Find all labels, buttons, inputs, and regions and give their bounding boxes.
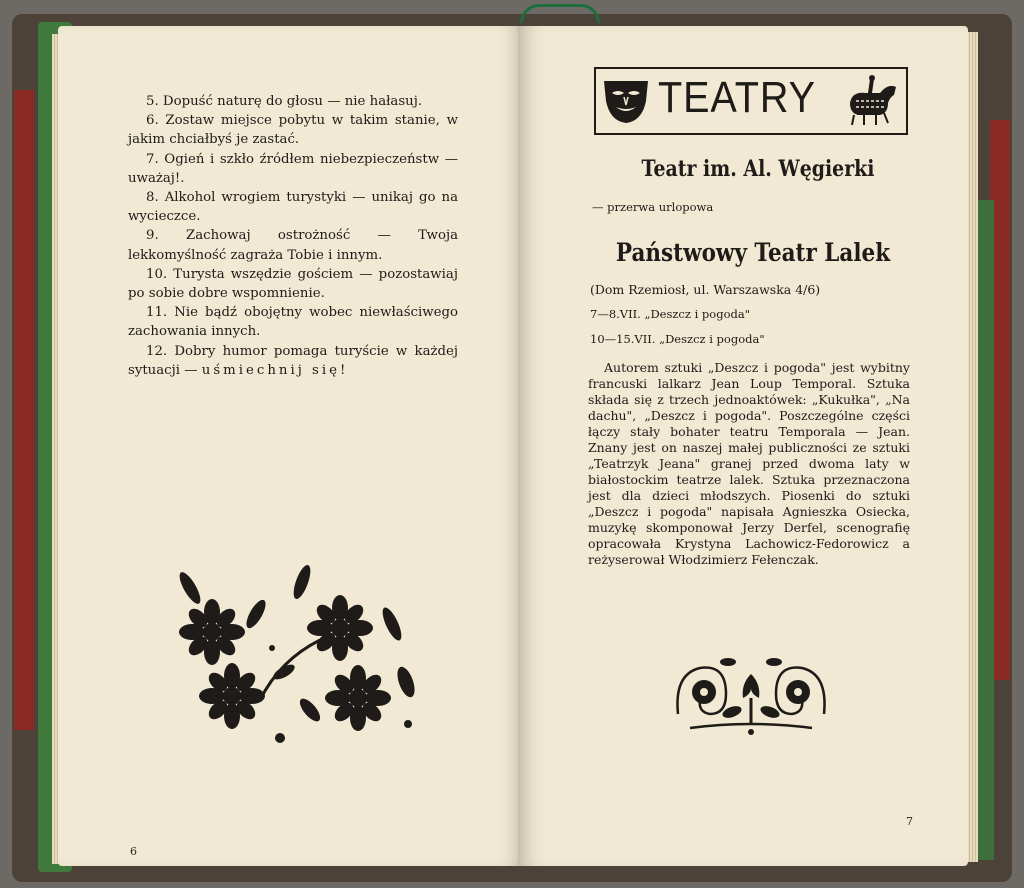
schedule-entry: 10—15.VII. „Deszcz i pogoda": [590, 332, 765, 346]
flower-ornament: [160, 560, 430, 750]
theatre-2-name: Państwowy Teatr Lalek: [615, 238, 891, 267]
rule-item: 9. Zachowaj ostrożność — Twoja lekkomyślność zagraża Tobie i innym.: [128, 228, 458, 263]
theatre-1-note: — przerwa urlopowa: [592, 200, 714, 214]
rule-item: 10. Turysta wszędzie gościem — pozostawiaj po sobie dobre wspomnienie.: [128, 266, 458, 302]
page-number-right: 7: [906, 815, 913, 828]
rule-item: 11. Nie bądź obojętny wobec niewłaściwego zachowania innych.: [128, 305, 458, 340]
rule-item-12: [128, 342, 458, 380]
theatre-1-name: Teatr im. Al. Węgierki: [641, 156, 875, 182]
teatry-banner: [594, 67, 908, 135]
rule-item-12-emphasis: uśmiechnij się!: [201, 362, 349, 378]
banner-title: TEATRY: [658, 73, 816, 122]
rule-item: 7. Ogień i szkło źródłem niebezpieczeństw — uważaj!.: [128, 151, 458, 186]
rule-item: 8. Alkohol wrogiem turystyki — unikaj go na wycieczce.: [128, 190, 458, 225]
theatre-mask-icon: [600, 75, 652, 127]
rule-item: 5. Dopuść naturę do głosu — nie hałasuj.: [146, 94, 423, 109]
play-description: Autorem sztuki „Deszcz i pogoda" jest wybitny francuski lalkarz Jean Loup Temporal. Sztuka składa się z trzech jednoaktówek: „Kukułka", „Na dachu", „Deszcz i pogoda". Poszczególne części łączy stały bohater teatru Temporala — Jean. Znany jest on naszej małej publiczności ze sztuki „Teatrzyk Jeana" granej przed dwoma laty w białostockim teatrze lalek. Sztuka przeznaczona jest dla dzieci młodszych. Piosenki do sztuki „Deszcz i pogoda" napisała Agnieszka Osiecka, muzykę skomponował Jerzy Derfel, scenografię opracowała Krystyna Lachowicz-Fedorowicz a reżyserował Włodzimierz Fełenczak.: [588, 360, 910, 567]
page-number-left: 6: [130, 845, 137, 858]
cover-red-edge-left: [14, 90, 34, 730]
horse-puppet-icon: [844, 73, 902, 129]
schedule-entry: 7—8.VII. „Deszcz i pogoda": [590, 307, 751, 321]
vine-ornament: [670, 654, 832, 738]
rule-item: 6. Zostaw miejsce pobytu w takim stanie, w jakim chciałbyś je zastać.: [128, 113, 458, 148]
theatre-2-address: (Dom Rzemiosł, ul. Warszawska 4/6): [590, 282, 821, 297]
rule-item-12-text: 12. Dobry humor pomaga turyście w każdej sytuacji —: [128, 343, 458, 378]
left-page-text: [128, 92, 458, 380]
ribbon-bookmark: [520, 4, 600, 23]
